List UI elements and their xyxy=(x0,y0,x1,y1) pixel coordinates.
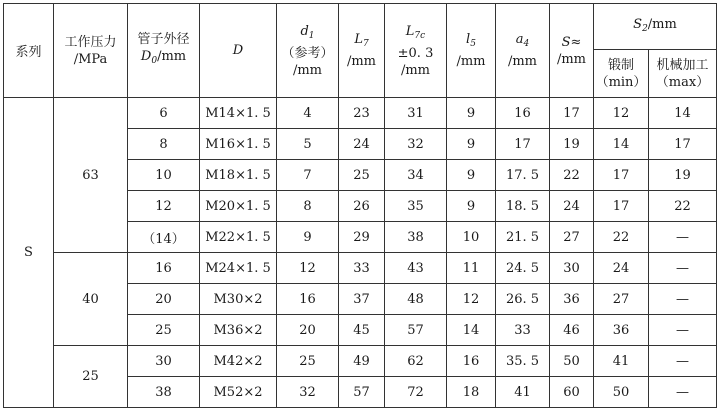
cell-S: 60 xyxy=(550,377,594,408)
cell-outer-diameter: 8 xyxy=(128,129,200,160)
cell-a4: 16 xyxy=(496,98,550,129)
cell-L7: 33 xyxy=(339,253,385,284)
cell-l5: 9 xyxy=(447,98,496,129)
cell-S: 24 xyxy=(550,191,594,222)
cell-d1: 20 xyxy=(277,315,339,346)
cell-S: 17 xyxy=(550,98,594,129)
cell-thread: M42×2 xyxy=(200,346,277,377)
cell-outer-diameter: 12 xyxy=(128,191,200,222)
cell-a4: 35. 5 xyxy=(496,346,550,377)
cell-d1: 12 xyxy=(277,253,339,284)
cell-S2-machined: 22 xyxy=(649,191,717,222)
table-row xyxy=(4,346,717,377)
header-machined: 机械加工 （max） xyxy=(649,50,717,98)
cell-S2-forged: 24 xyxy=(594,253,649,284)
cell-S2-machined: — xyxy=(649,253,717,284)
cell-d1: 8 xyxy=(277,191,339,222)
cell-L7c: 72 xyxy=(385,377,447,408)
cell-a4: 21. 5 xyxy=(496,222,550,253)
cell-S: 27 xyxy=(550,222,594,253)
cell-S: 50 xyxy=(550,346,594,377)
cell-S2-forged: 27 xyxy=(594,284,649,315)
cell-a4: 26. 5 xyxy=(496,284,550,315)
cell-L7: 57 xyxy=(339,377,385,408)
cell-L7c: 32 xyxy=(385,129,447,160)
fitting-dimension-table xyxy=(3,3,717,408)
cell-L7: 49 xyxy=(339,346,385,377)
spec-table-container xyxy=(3,3,716,408)
cell-L7c: 57 xyxy=(385,315,447,346)
cell-l5: 18 xyxy=(447,377,496,408)
table-row xyxy=(4,98,717,129)
header-S2: $S_2/mm$ xyxy=(594,4,717,50)
cell-l5: 9 xyxy=(447,129,496,160)
header-thread-D: D xyxy=(200,4,277,98)
cell-l5: 11 xyxy=(447,253,496,284)
header-d1: $d_1$ （参考） /mm xyxy=(277,4,339,98)
cell-outer-diameter: 30 xyxy=(128,346,200,377)
cell-L7c: 34 xyxy=(385,160,447,191)
cell-S2-machined: 17 xyxy=(649,129,717,160)
cell-l5: 14 xyxy=(447,315,496,346)
table-body xyxy=(4,98,717,408)
cell-L7c: 62 xyxy=(385,346,447,377)
cell-S2-machined: — xyxy=(649,222,717,253)
cell-S: 30 xyxy=(550,253,594,284)
cell-S: 46 xyxy=(550,315,594,346)
cell-l5: 16 xyxy=(447,346,496,377)
cell-S2-machined: — xyxy=(649,346,717,377)
cell-L7: 25 xyxy=(339,160,385,191)
cell-l5: 9 xyxy=(447,160,496,191)
cell-L7c: 38 xyxy=(385,222,447,253)
cell-S2-machined: — xyxy=(649,377,717,408)
cell-outer-diameter: 38 xyxy=(128,377,200,408)
pressure-cell: 63 xyxy=(54,98,128,253)
cell-S2-forged: 17 xyxy=(594,191,649,222)
cell-L7c: 35 xyxy=(385,191,447,222)
cell-a4: 41 xyxy=(496,377,550,408)
cell-L7: 26 xyxy=(339,191,385,222)
cell-a4: 18. 5 xyxy=(496,191,550,222)
cell-thread: M30×2 xyxy=(200,284,277,315)
cell-S2-forged: 12 xyxy=(594,98,649,129)
cell-outer-diameter: （14） xyxy=(128,222,200,253)
cell-outer-diameter: 10 xyxy=(128,160,200,191)
cell-S2-forged: 41 xyxy=(594,346,649,377)
cell-d1: 16 xyxy=(277,284,339,315)
cell-d1: 5 xyxy=(277,129,339,160)
cell-L7c: 48 xyxy=(385,284,447,315)
cell-d1: 32 xyxy=(277,377,339,408)
cell-thread: M18×1. 5 xyxy=(200,160,277,191)
cell-d1: 7 xyxy=(277,160,339,191)
cell-l5: 12 xyxy=(447,284,496,315)
cell-S: 19 xyxy=(550,129,594,160)
cell-S2-forged: 50 xyxy=(594,377,649,408)
cell-outer-diameter: 20 xyxy=(128,284,200,315)
cell-S2-machined: — xyxy=(649,284,717,315)
cell-S2-machined: 19 xyxy=(649,160,717,191)
cell-thread: M22×1. 5 xyxy=(200,222,277,253)
cell-thread: M24×1. 5 xyxy=(200,253,277,284)
cell-thread: M14×1. 5 xyxy=(200,98,277,129)
cell-l5: 10 xyxy=(447,222,496,253)
cell-outer-diameter: 6 xyxy=(128,98,200,129)
cell-d1: 25 xyxy=(277,346,339,377)
cell-thread: M20×1. 5 xyxy=(200,191,277,222)
cell-S: 36 xyxy=(550,284,594,315)
cell-thread: M52×2 xyxy=(200,377,277,408)
cell-thread: M36×2 xyxy=(200,315,277,346)
cell-S2-machined: — xyxy=(649,315,717,346)
header-L7c: $L_{7c}$ ±0. 3 /mm xyxy=(385,4,447,98)
cell-S2-forged: 14 xyxy=(594,129,649,160)
table-row xyxy=(4,253,717,284)
series-cell: S xyxy=(4,98,54,408)
header-series: 系列 xyxy=(4,4,54,98)
header-l5: $l_5$ /mm xyxy=(447,4,496,98)
cell-d1: 4 xyxy=(277,98,339,129)
cell-S2-forged: 22 xyxy=(594,222,649,253)
cell-a4: 24. 5 xyxy=(496,253,550,284)
header-a4: $a_4$ /mm xyxy=(496,4,550,98)
cell-S2-machined: 14 xyxy=(649,98,717,129)
pressure-cell: 40 xyxy=(54,253,128,346)
header-forged: 锻制 （min） xyxy=(594,50,649,98)
cell-L7: 37 xyxy=(339,284,385,315)
cell-a4: 17 xyxy=(496,129,550,160)
cell-d1: 9 xyxy=(277,222,339,253)
cell-thread: M16×1. 5 xyxy=(200,129,277,160)
cell-L7c: 43 xyxy=(385,253,447,284)
cell-L7: 24 xyxy=(339,129,385,160)
cell-outer-diameter: 16 xyxy=(128,253,200,284)
pressure-cell: 25 xyxy=(54,346,128,408)
cell-S: 22 xyxy=(550,160,594,191)
cell-S2-forged: 36 xyxy=(594,315,649,346)
cell-L7: 23 xyxy=(339,98,385,129)
cell-a4: 33 xyxy=(496,315,550,346)
cell-l5: 9 xyxy=(447,191,496,222)
cell-L7: 45 xyxy=(339,315,385,346)
cell-L7c: 31 xyxy=(385,98,447,129)
header-L7: $L_7$ /mm xyxy=(339,4,385,98)
header-pressure: 工作压力 /MPa xyxy=(54,4,128,98)
cell-outer-diameter: 25 xyxy=(128,315,200,346)
header-S: S≈ /mm xyxy=(550,4,594,98)
header-outer-diameter: 管子外径 $D_0/mm$ xyxy=(128,4,200,98)
cell-S2-forged: 17 xyxy=(594,160,649,191)
cell-a4: 17. 5 xyxy=(496,160,550,191)
cell-L7: 29 xyxy=(339,222,385,253)
